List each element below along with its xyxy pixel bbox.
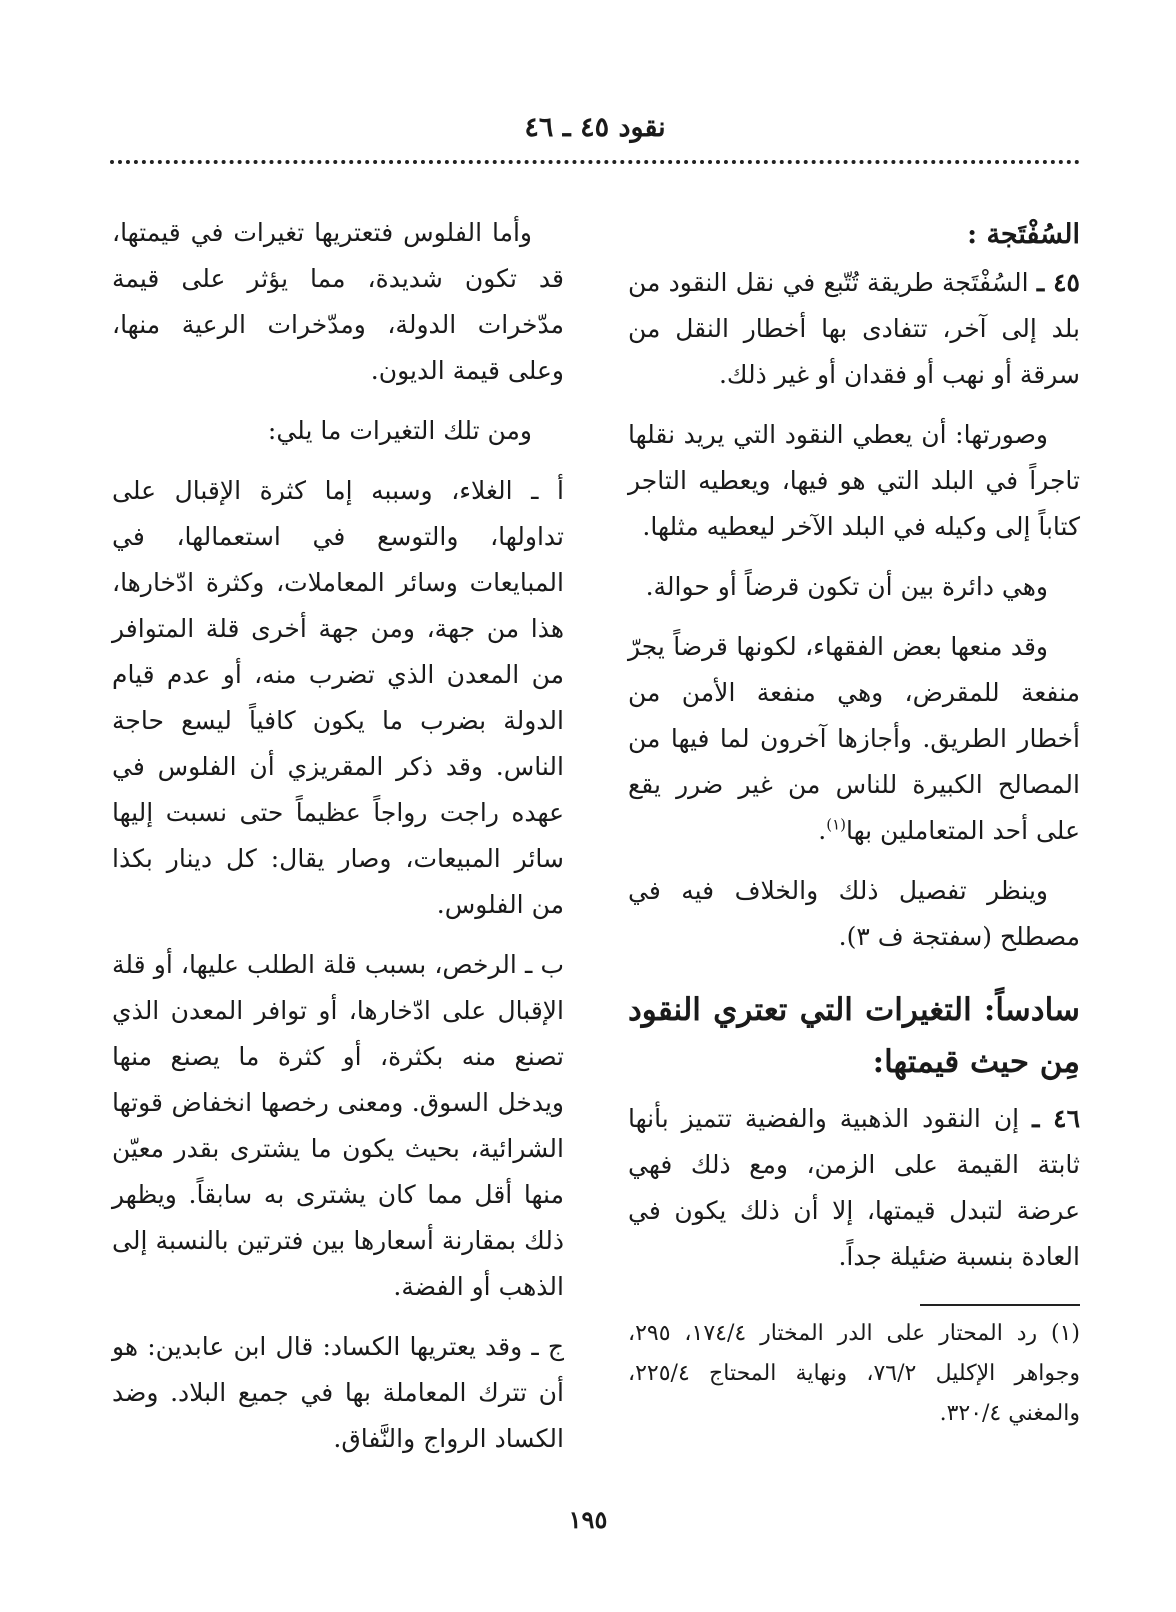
running-header: نقود ٤٥ ـ ٤٦	[524, 112, 666, 143]
footnote-reference: (١)	[826, 815, 847, 834]
paragraph-number: ٤٥ ـ	[1036, 268, 1080, 297]
footnote-divider	[920, 1304, 1080, 1306]
section-heading-suftaja: السُفْتَجة :	[967, 219, 1080, 250]
paragraph-45	[628, 260, 1080, 398]
paragraph-item-c: ج ـ وقد يعتريها الكساد: قال ابن عابدين: هو أن تترك المعاملة بها في جميع البلاد. وضد الكساد الرواج والنَّفاق.	[112, 1332, 564, 1453]
paragraph-46	[628, 1096, 1080, 1280]
paragraph: وينظر تفصيل ذلك والخلاف فيه في مصطلح (سفتجة ف ٣).	[628, 876, 1080, 951]
paragraph-end: .	[818, 816, 827, 845]
paragraph-text: السُفْتَجة طريقة تُتّبع في نقل النقود من بلد إلى آخر، تتفادى بها أخطار النقل من سرقة أو نهب أو فقدان أو غير ذلك.	[628, 268, 1080, 389]
footnote: (١) رد المحتار على الدر المختار ١٧٤/٤، ٢٩٥، وجواهر الإكليل ٧٦/٢، ونهاية المحتاج ٢٢٥/٤، والمغني ٣٢٠/٤.	[628, 1321, 1080, 1426]
paragraph	[628, 624, 1080, 854]
left-column	[112, 210, 564, 1476]
paragraph: وأما الفلوس فتعتريها تغيرات في قيمتها، قد تكون شديدة، مما يؤثر على قيمة مدّخرات الدولة، ومدّخرات الرعية منها، وعلى قيمة الديون.	[112, 218, 564, 385]
paragraph-text: وقد منعها بعض الفقهاء، لكونها قرضاً يجرّ منفعة للمقرض، وهي منفعة الأمن من أخطار الطريق. وأجازها آخرون لما فيها من المصالح الكبيرة للناس من غير ضرر يقع على أحد المتعاملين بها	[628, 632, 1080, 845]
paragraph-number: ٤٦ ـ	[1032, 1104, 1081, 1133]
paragraph: ومن تلك التغيرات ما يلي:	[267, 416, 532, 445]
page-number: ١٩٥	[568, 1505, 608, 1534]
paragraph: وهي دائرة بين أن تكون قرضاً أو حوالة.	[645, 572, 1048, 601]
paragraph-item-b: ب ـ الرخص، بسبب قلة الطلب عليها، أو قلة الإقبال على ادّخارها، أو توافر المعدن الذي تصنع منه بكثرة، أو كثرة ما يصنع منها ويدخل السوق. ومعنى رخصها انخفاض قوتها الشرائية، بحيث يكون ما يشترى بقدر معيّن منها أقل مما كان يشترى به سابقاً. ويظهر ذلك بمقارنة أسعارها بين فترتين بالنسبة إلى الذهب أو الفضة.	[112, 950, 564, 1301]
paragraph-item-a: أ ـ الغلاء، وسببه إما كثرة الإقبال على تداولها، والتوسع في استعمالها، في المبايعات وسائر المعاملات، وكثرة ادّخارها، هذا من جهة، ومن جهة أخرى قلة المتوافر من المعدن الذي تضرب منه، أو عدم قيام الدولة بضرب ما يكون كافياً ليسع حاجة الناس. وقد ذكر المقريزي أن الفلوس في عهده راجت رواجاً عظيماً حتى نسبت إليها سائر المبيعات، وصار يقال: كل دينار بكذا من الفلوس.	[112, 476, 564, 919]
paragraph: وصورتها: أن يعطي النقود التي يريد نقلها تاجراً في البلد التي هو فيها، ويعطيه التاجر كتاباً إلى وكيله في البلد الآخر ليعطيه مثلها.	[628, 420, 1080, 541]
right-column	[628, 212, 1080, 1434]
section-heading-changes: سادساً: التغيرات التي تعتري النقود مِن حيث قيمتها:	[628, 992, 1080, 1080]
paragraph-text: إن النقود الذهبية والفضية تتميز بأنها ثابتة القيمة على الزمن، ومع ذلك فهي عرضة لتبدل قيمتها، إلا أن ذلك يكون في العادة بنسبة ضئيلة جداً.	[628, 1104, 1080, 1271]
dotted-divider	[110, 160, 1080, 164]
